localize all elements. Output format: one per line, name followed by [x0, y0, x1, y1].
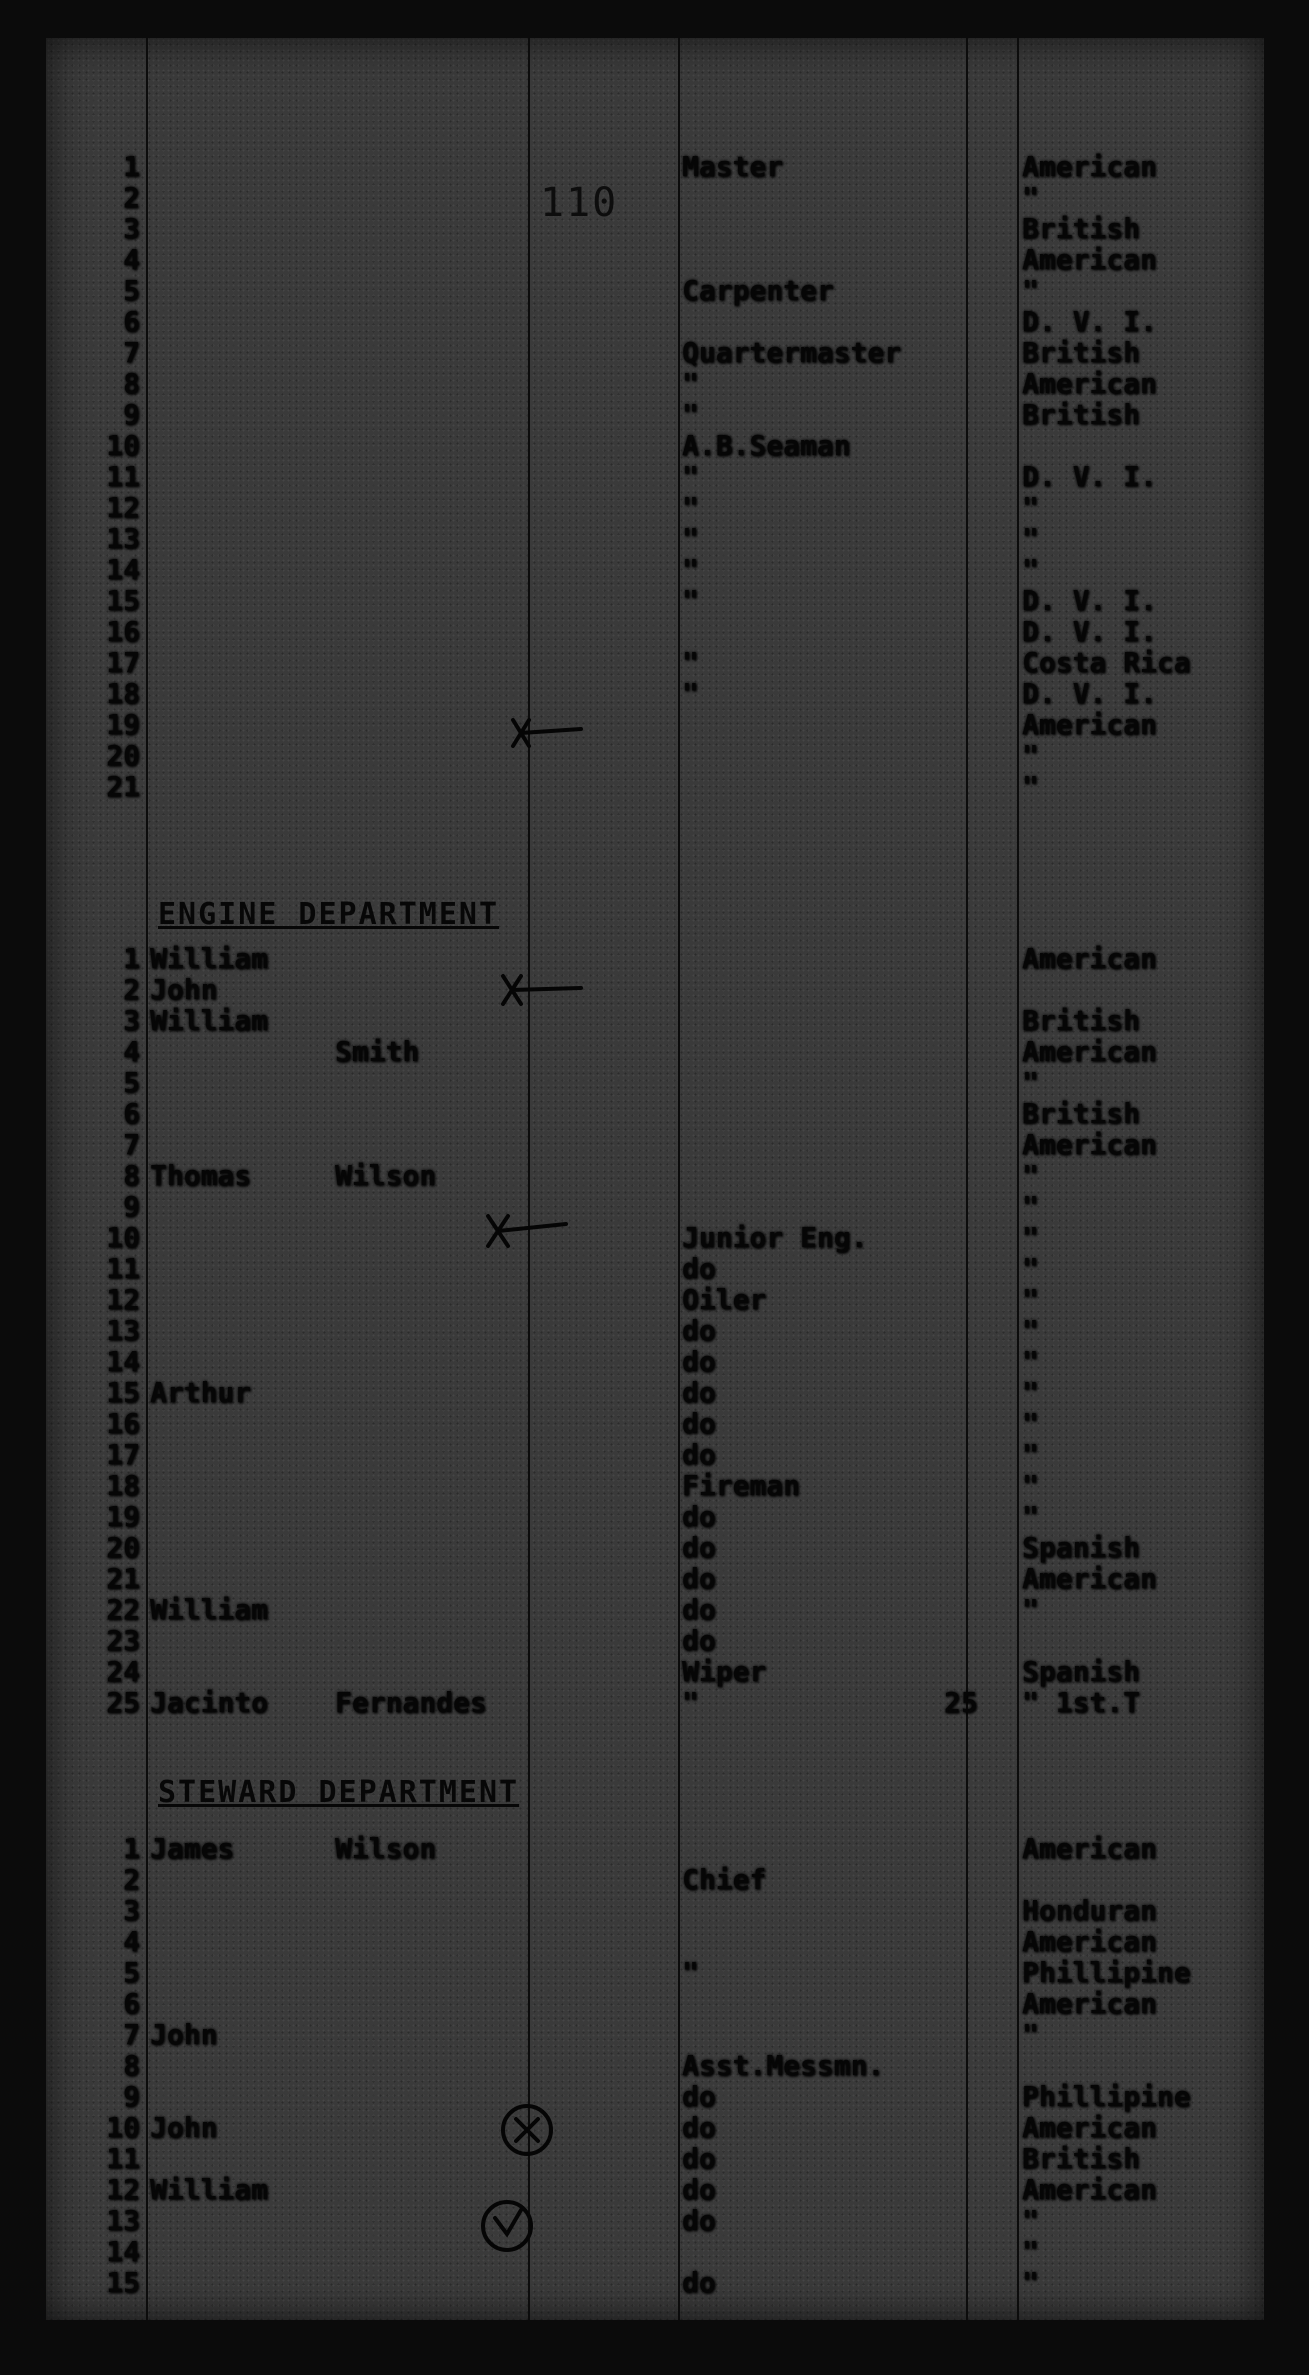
crew-row	[0, 1314, 1309, 1345]
first-name: William	[150, 1593, 269, 1626]
row-number: 4	[123, 1035, 140, 1068]
nationality: "	[1022, 491, 1039, 524]
rating: do	[682, 1407, 716, 1440]
nationality: American	[1022, 942, 1157, 975]
row-number: 4	[123, 1925, 140, 1958]
row-number: 13	[106, 522, 140, 555]
row-number: 6	[123, 305, 140, 338]
first-name: Thomas	[150, 1159, 252, 1192]
row-number: 9	[123, 398, 140, 431]
row-number: 1	[123, 150, 140, 183]
nationality: "	[1022, 1283, 1039, 1316]
crew-row	[0, 1686, 1309, 1717]
crew-row	[0, 677, 1309, 708]
rating: Oiler	[682, 1283, 767, 1316]
crew-row	[0, 367, 1309, 398]
nationality: "	[1022, 1252, 1039, 1285]
crew-row	[0, 522, 1309, 553]
rating: do	[682, 1345, 716, 1378]
nationality: " 1st.T	[1022, 1686, 1141, 1719]
rating: do	[682, 2266, 716, 2299]
surname: Wilson	[335, 1832, 437, 1865]
crew-row	[0, 2266, 1309, 2297]
nationality: British	[1022, 1097, 1141, 1130]
crew-row	[0, 1252, 1309, 1283]
crew-row	[0, 1159, 1309, 1190]
nationality: Spanish	[1022, 1655, 1141, 1688]
rating: Quartermaster	[682, 336, 902, 369]
rating: Asst.Messmn.	[682, 2049, 885, 2082]
rating: do	[682, 1562, 716, 1595]
crew-row	[0, 1004, 1309, 1035]
nationality: "	[1022, 1345, 1039, 1378]
nationality: Phillipine	[1022, 1956, 1191, 1989]
crew-row	[0, 1097, 1309, 1128]
crew-row	[0, 491, 1309, 522]
nationality: American	[1022, 1925, 1157, 1958]
nationality: "	[1022, 1066, 1039, 1099]
crew-row	[0, 181, 1309, 212]
crew-row	[0, 1987, 1309, 2018]
row-number: 2	[123, 973, 140, 1006]
crew-row	[0, 398, 1309, 429]
rating: do	[682, 1531, 716, 1564]
crew-row	[0, 615, 1309, 646]
crew-row	[0, 1863, 1309, 1894]
nationality: American	[1022, 1562, 1157, 1595]
row-number: 16	[106, 615, 140, 648]
rating: do	[682, 1500, 716, 1533]
nationality: "	[1022, 181, 1039, 214]
row-number: 13	[106, 1314, 140, 1347]
rating: Wiper	[682, 1655, 767, 1688]
circled-x-mark-steward-row-10	[497, 2100, 557, 2160]
nationality: D. V. I.	[1022, 305, 1157, 338]
nationality: American	[1022, 1832, 1157, 1865]
crew-row	[0, 770, 1309, 801]
row-number: 15	[106, 584, 140, 617]
crew-row	[0, 739, 1309, 770]
row-number: 7	[123, 336, 140, 369]
crew-row	[0, 305, 1309, 336]
rating: "	[682, 522, 699, 555]
rating: "	[682, 677, 699, 710]
nationality: American	[1022, 367, 1157, 400]
nationality: Honduran	[1022, 1894, 1157, 1927]
row-number: 9	[123, 1190, 140, 1223]
nationality: American	[1022, 708, 1157, 741]
crew-row	[0, 1190, 1309, 1221]
rating: do	[682, 1376, 716, 1409]
nationality: "	[1022, 1438, 1039, 1471]
crew-row	[0, 1562, 1309, 1593]
crew-row	[0, 460, 1309, 491]
first-name: James	[150, 1832, 235, 1865]
row-number: 8	[123, 2049, 140, 2082]
nationality: "	[1022, 2266, 1039, 2299]
first-name: John	[150, 973, 218, 1006]
arrow-mark-engine-row-10	[480, 1208, 570, 1252]
crew-row	[0, 1407, 1309, 1438]
rating: "	[682, 367, 699, 400]
crew-row	[0, 2142, 1309, 2173]
crew-row	[0, 646, 1309, 677]
nationality: British	[1022, 2142, 1141, 2175]
row-number: 1	[123, 1832, 140, 1865]
crew-row	[0, 1345, 1309, 1376]
rating: do	[682, 2080, 716, 2113]
rating: "	[682, 1686, 699, 1719]
nationality: British	[1022, 1004, 1141, 1037]
nationality: "	[1022, 274, 1039, 307]
crew-row	[0, 1376, 1309, 1407]
row-number: 8	[123, 1159, 140, 1192]
nationality: D. V. I.	[1022, 584, 1157, 617]
crew-row	[0, 150, 1309, 181]
row-number: 20	[106, 1531, 140, 1564]
first-name: William	[150, 942, 269, 975]
nationality: "	[1022, 1159, 1039, 1192]
crew-row	[0, 1438, 1309, 1469]
crew-row	[0, 2173, 1309, 2204]
rating: Fireman	[682, 1469, 801, 1502]
nationality: "	[1022, 2235, 1039, 2268]
rating: "	[682, 584, 699, 617]
row-number: 19	[106, 708, 140, 741]
rating: do	[682, 1593, 716, 1626]
row-number: 8	[123, 367, 140, 400]
nationality: British	[1022, 398, 1141, 431]
crew-row	[0, 274, 1309, 305]
crew-row	[0, 1593, 1309, 1624]
nationality: "	[1022, 553, 1039, 586]
row-number: 2	[123, 1863, 140, 1896]
row-number: 18	[106, 1469, 140, 1502]
row-number: 14	[106, 2235, 140, 2268]
row-number: 24	[106, 1655, 140, 1688]
row-number: 16	[106, 1407, 140, 1440]
rating: Master	[682, 150, 784, 183]
nationality: "	[1022, 1221, 1039, 1254]
nationality: "	[1022, 1314, 1039, 1347]
row-number: 17	[106, 646, 140, 679]
row-number: 7	[123, 1128, 140, 1161]
row-number: 6	[123, 1097, 140, 1130]
row-number: 21	[106, 1562, 140, 1595]
rating: do	[682, 2111, 716, 2144]
row-number: 25	[106, 1686, 140, 1719]
nationality: "	[1022, 770, 1039, 803]
rating: do	[682, 1314, 716, 1347]
rating: do	[682, 2204, 716, 2237]
rating: "	[682, 460, 699, 493]
row-number: 12	[106, 2173, 140, 2206]
row-number: 22	[106, 1593, 140, 1626]
row-number: 21	[106, 770, 140, 803]
crew-row	[0, 212, 1309, 243]
row-number: 19	[106, 1500, 140, 1533]
row-number: 17	[106, 1438, 140, 1471]
row-number: 7	[123, 2018, 140, 2051]
crew-row	[0, 1655, 1309, 1686]
first-name: Jacinto	[150, 1686, 269, 1719]
crew-row	[0, 1500, 1309, 1531]
crew-row	[0, 1128, 1309, 1159]
rating: do	[682, 2173, 716, 2206]
crew-row	[0, 973, 1309, 1004]
row-number: 12	[106, 1283, 140, 1316]
crew-row	[0, 2235, 1309, 2266]
first-name: John	[150, 2018, 218, 2051]
nationality: American	[1022, 2111, 1157, 2144]
row-number: 15	[106, 2266, 140, 2299]
first-name: William	[150, 2173, 269, 2206]
engine-department-roster	[0, 942, 1309, 1717]
section-heading-engine: ENGINE DEPARTMENT	[158, 897, 500, 932]
crew-row	[0, 1221, 1309, 1252]
row-number: 3	[123, 1894, 140, 1927]
row-number: 10	[106, 1221, 140, 1254]
nationality: "	[1022, 1469, 1039, 1502]
crew-row	[0, 1469, 1309, 1500]
nationality: "	[1022, 739, 1039, 772]
crew-row	[0, 1894, 1309, 1925]
section-heading-steward: STEWARD DEPARTMENT	[158, 1775, 520, 1810]
row-number: 11	[106, 460, 140, 493]
rating: Carpenter	[682, 274, 834, 307]
page-number: 110	[540, 180, 619, 226]
crew-row	[0, 1035, 1309, 1066]
crew-row	[0, 708, 1309, 739]
row-number: 1	[123, 942, 140, 975]
rating: do	[682, 1624, 716, 1657]
rating: "	[682, 646, 699, 679]
row-number: 5	[123, 1956, 140, 1989]
nationality: "	[1022, 2018, 1039, 2051]
steward-department-roster	[0, 1832, 1309, 2297]
row-number: 14	[106, 553, 140, 586]
row-number: 4	[123, 243, 140, 276]
arrow-mark-deck-row-19	[505, 714, 585, 754]
crew-row	[0, 942, 1309, 973]
nationality: American	[1022, 1987, 1157, 2020]
crew-row	[0, 1066, 1309, 1097]
crew-row	[0, 1832, 1309, 1863]
nationality: D. V. I.	[1022, 677, 1157, 710]
surname: Fernandes	[335, 1686, 487, 1719]
row-number: 20	[106, 739, 140, 772]
crew-row	[0, 2111, 1309, 2142]
nationality: "	[1022, 2204, 1039, 2237]
rating: Junior Eng.	[682, 1221, 868, 1254]
row-number: 9	[123, 2080, 140, 2113]
nationality: "	[1022, 1593, 1039, 1626]
row-number: 10	[106, 2111, 140, 2144]
nationality: "	[1022, 1376, 1039, 1409]
first-name: John	[150, 2111, 218, 2144]
crew-row	[0, 243, 1309, 274]
row-number: 23	[106, 1624, 140, 1657]
row-number: 5	[123, 274, 140, 307]
row-number: 3	[123, 212, 140, 245]
crew-row	[0, 1531, 1309, 1562]
row-number: 13	[106, 2204, 140, 2237]
nationality: American	[1022, 1128, 1157, 1161]
crew-row	[0, 584, 1309, 615]
crew-row	[0, 429, 1309, 460]
rating: "	[682, 1956, 699, 1989]
nationality: "	[1022, 1190, 1039, 1223]
crew-row	[0, 336, 1309, 367]
crew-row	[0, 2080, 1309, 2111]
first-name: Arthur	[150, 1376, 252, 1409]
row-number: 11	[106, 1252, 140, 1285]
surname: Smith	[335, 1035, 420, 1068]
nationality: Costa Rica	[1022, 646, 1191, 679]
crew-row	[0, 2049, 1309, 2080]
rating: "	[682, 491, 699, 524]
rating: do	[682, 2142, 716, 2175]
first-name: William	[150, 1004, 269, 1037]
nationality: British	[1022, 212, 1141, 245]
rating: Chief	[682, 1863, 767, 1896]
nationality: American	[1022, 2173, 1157, 2206]
crew-row	[0, 2018, 1309, 2049]
nationality: American	[1022, 243, 1157, 276]
crew-row	[0, 2204, 1309, 2235]
rating: "	[682, 398, 699, 431]
nationality: "	[1022, 1500, 1039, 1533]
row-number: 10	[106, 429, 140, 462]
crew-row	[0, 1624, 1309, 1655]
crew-row	[0, 1956, 1309, 1987]
nationality: D. V. I.	[1022, 460, 1157, 493]
row-number: 18	[106, 677, 140, 710]
nationality: "	[1022, 1407, 1039, 1440]
nationality: British	[1022, 336, 1141, 369]
nationality: American	[1022, 150, 1157, 183]
row-number: 2	[123, 181, 140, 214]
row-number: 6	[123, 1987, 140, 2020]
rating: "	[682, 553, 699, 586]
nationality: D. V. I.	[1022, 615, 1157, 648]
rating: do	[682, 1438, 716, 1471]
row-number: 5	[123, 1066, 140, 1099]
age: 25	[944, 1686, 978, 1719]
deck-department-roster	[0, 150, 1309, 801]
crew-row	[0, 1283, 1309, 1314]
nationality: "	[1022, 522, 1039, 555]
row-number: 15	[106, 1376, 140, 1409]
arrow-mark-engine-row-2	[495, 970, 585, 1010]
nationality: American	[1022, 1035, 1157, 1068]
nationality: Spanish	[1022, 1531, 1141, 1564]
surname: Wilson	[335, 1159, 437, 1192]
rating: do	[682, 1252, 716, 1285]
circled-check-mark-steward-row-13	[477, 2196, 537, 2256]
crew-row	[0, 553, 1309, 584]
row-number: 12	[106, 491, 140, 524]
row-number: 3	[123, 1004, 140, 1037]
crew-row	[0, 1925, 1309, 1956]
nationality: Phillipine	[1022, 2080, 1191, 2113]
rating: A.B.Seaman	[682, 429, 851, 462]
row-number: 11	[106, 2142, 140, 2175]
row-number: 14	[106, 1345, 140, 1378]
